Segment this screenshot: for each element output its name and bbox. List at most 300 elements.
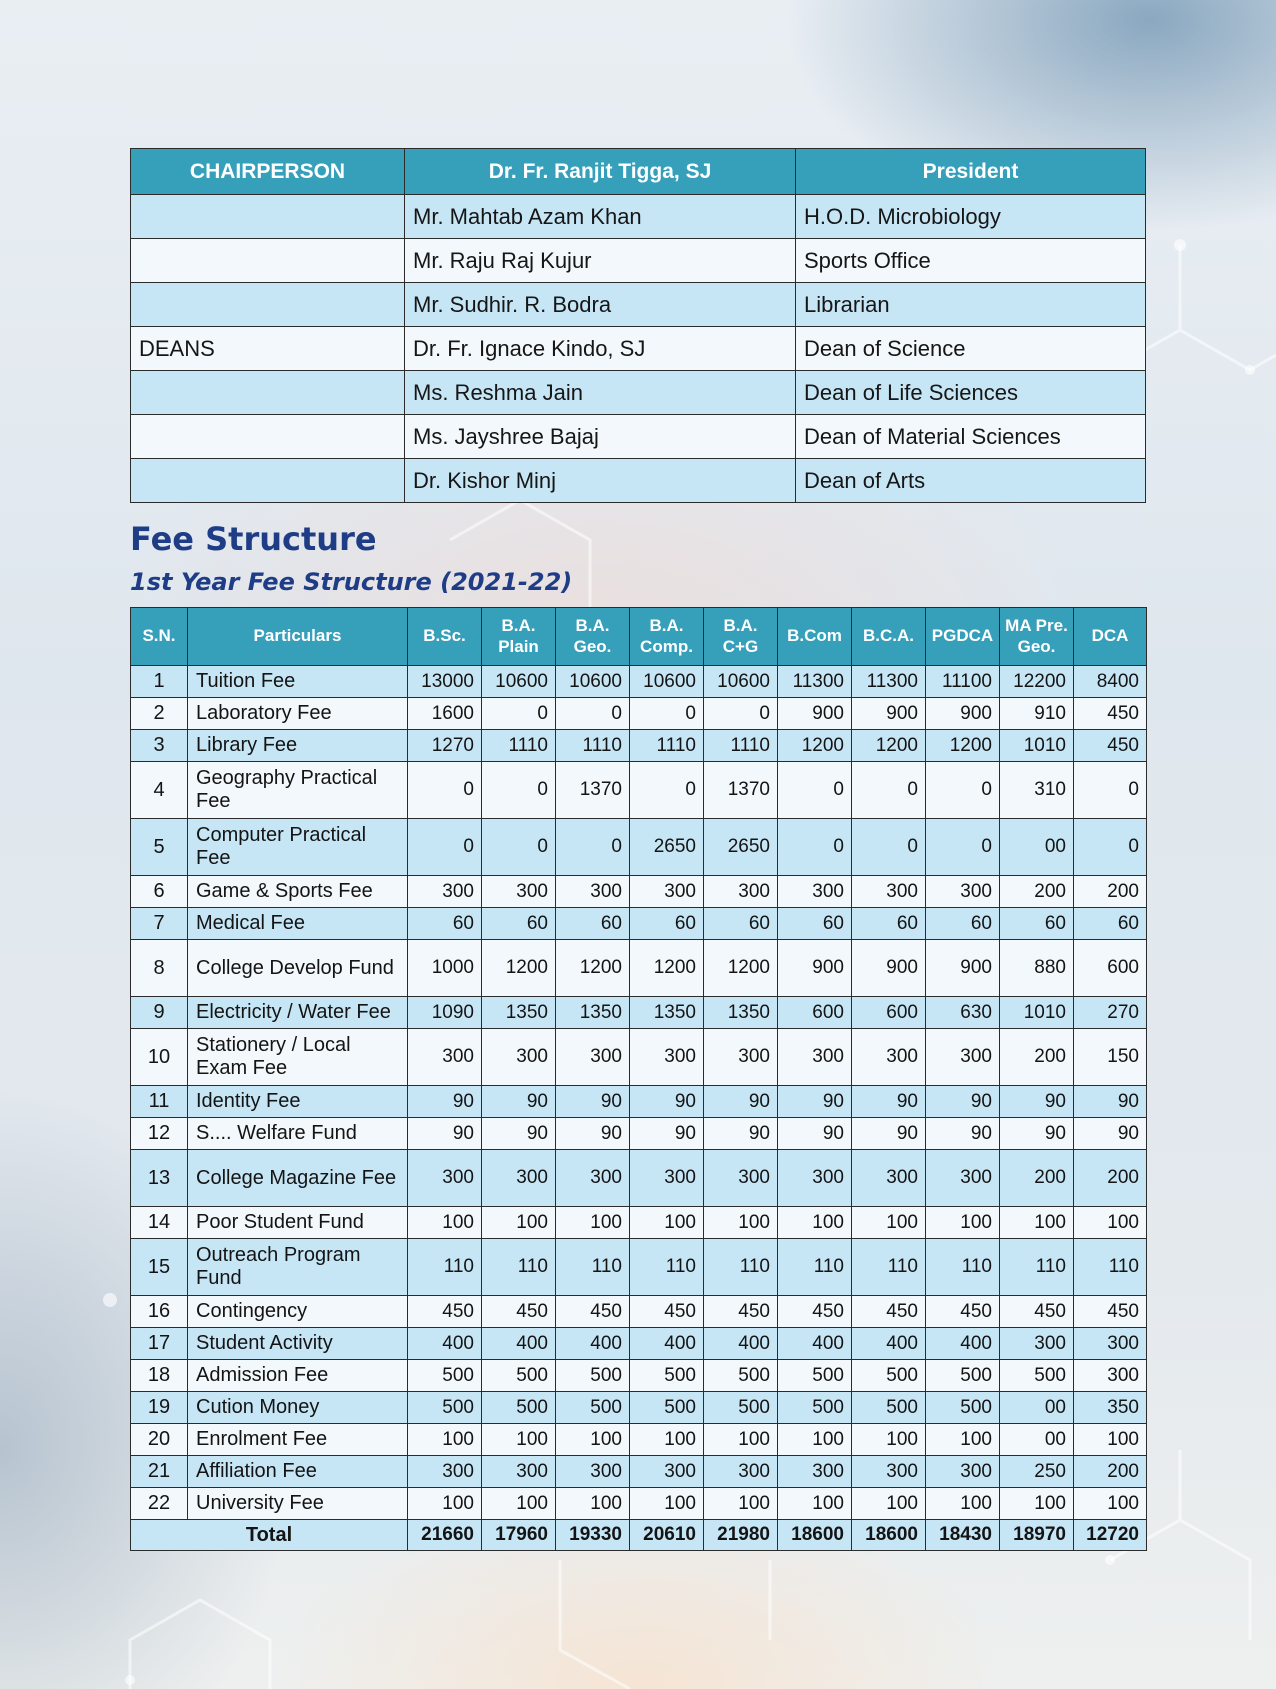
fee-particular-cell: Electricity / Water Fee xyxy=(188,997,408,1029)
fee-amount-cell: 300 xyxy=(630,876,704,908)
fee-amount-cell: 1090 xyxy=(408,997,482,1029)
fee-amount-cell: 300 xyxy=(1074,1328,1147,1360)
committee-role-cell xyxy=(131,371,405,415)
fee-particular-cell: Medical Fee xyxy=(188,908,408,940)
fee-amount-cell: 13000 xyxy=(408,666,482,698)
fee-amount-cell: 90 xyxy=(926,1118,1000,1150)
fee-amount-cell: 300 xyxy=(408,1029,482,1086)
fee-column-header: B.Com xyxy=(778,608,852,666)
fee-amount-cell: 0 xyxy=(630,762,704,819)
fee-header-row xyxy=(131,608,1147,666)
committee-name-cell: Ms. Reshma Jain xyxy=(405,371,796,415)
fee-amount-cell: 11300 xyxy=(852,666,926,698)
committee-name-cell: Ms. Jayshree Bajaj xyxy=(405,415,796,459)
fee-amount-cell: 400 xyxy=(556,1328,630,1360)
fee-amount-cell: 600 xyxy=(852,997,926,1029)
fee-serial-cell: 13 xyxy=(131,1150,188,1207)
fee-amount-cell: 500 xyxy=(926,1360,1000,1392)
fee-particular-cell: Library Fee xyxy=(188,730,408,762)
fee-particular-cell: S.... Welfare Fund xyxy=(188,1118,408,1150)
fee-amount-cell: 1010 xyxy=(1000,730,1074,762)
fee-amount-cell: 500 xyxy=(926,1392,1000,1424)
fee-serial-cell: 10 xyxy=(131,1029,188,1086)
fee-amount-cell: 0 xyxy=(408,819,482,876)
fee-serial-cell: 16 xyxy=(131,1296,188,1328)
fee-particular-cell: College Magazine Fee xyxy=(188,1150,408,1207)
fee-particular-cell: College Develop Fund xyxy=(188,940,408,997)
fee-amount-cell: 60 xyxy=(852,908,926,940)
fee-amount-cell: 00 xyxy=(1000,1392,1074,1424)
fee-amount-cell: 100 xyxy=(408,1488,482,1520)
fee-column-header: Particulars xyxy=(188,608,408,666)
fee-amount-cell: 100 xyxy=(1074,1424,1147,1456)
fee-amount-cell: 11300 xyxy=(778,666,852,698)
fee-amount-cell: 600 xyxy=(778,997,852,1029)
fee-amount-cell: 400 xyxy=(704,1328,778,1360)
fee-total-cell: 18600 xyxy=(778,1520,852,1551)
fee-amount-cell: 1010 xyxy=(1000,997,1074,1029)
fee-row xyxy=(131,1150,1147,1207)
fee-table xyxy=(130,607,1147,1551)
fee-amount-cell: 600 xyxy=(1074,940,1147,997)
fee-amount-cell: 90 xyxy=(1000,1086,1074,1118)
fee-amount-cell: 900 xyxy=(926,940,1000,997)
fee-serial-cell: 1 xyxy=(131,666,188,698)
fee-amount-cell: 200 xyxy=(1074,1456,1147,1488)
fee-amount-cell: 1200 xyxy=(778,730,852,762)
committee-row xyxy=(131,195,1146,239)
fee-amount-cell: 300 xyxy=(408,1456,482,1488)
fee-amount-cell: 0 xyxy=(630,698,704,730)
fee-amount-cell: 90 xyxy=(852,1118,926,1150)
fee-amount-cell: 60 xyxy=(1074,908,1147,940)
fee-amount-cell: 110 xyxy=(778,1239,852,1296)
fee-amount-cell: 90 xyxy=(1074,1118,1147,1150)
fee-amount-cell: 500 xyxy=(778,1360,852,1392)
committee-role-cell xyxy=(131,415,405,459)
fee-amount-cell: 90 xyxy=(630,1086,704,1118)
fee-row xyxy=(131,940,1147,997)
fee-amount-cell: 450 xyxy=(1074,1296,1147,1328)
fee-column-header: B.C.A. xyxy=(852,608,926,666)
fee-serial-cell: 9 xyxy=(131,997,188,1029)
fee-amount-cell: 100 xyxy=(1000,1207,1074,1239)
fee-row xyxy=(131,698,1147,730)
fee-amount-cell: 100 xyxy=(630,1488,704,1520)
fee-column-header: B.A. Geo. xyxy=(556,608,630,666)
fee-amount-cell: 300 xyxy=(556,1150,630,1207)
fee-serial-cell: 3 xyxy=(131,730,188,762)
fee-amount-cell: 100 xyxy=(704,1207,778,1239)
committee-designation-cell: Dean of Arts xyxy=(796,459,1146,503)
fee-amount-cell: 880 xyxy=(1000,940,1074,997)
fee-particular-cell: Laboratory Fee xyxy=(188,698,408,730)
fee-amount-cell: 60 xyxy=(926,908,1000,940)
fee-amount-cell: 1200 xyxy=(630,940,704,997)
fee-column-header: MA Pre. Geo. xyxy=(1000,608,1074,666)
fee-amount-cell: 1270 xyxy=(408,730,482,762)
fee-amount-cell: 100 xyxy=(630,1207,704,1239)
fee-serial-cell: 4 xyxy=(131,762,188,819)
fee-amount-cell: 90 xyxy=(704,1118,778,1150)
fee-total-cell: 19330 xyxy=(556,1520,630,1551)
fee-amount-cell: 450 xyxy=(630,1296,704,1328)
fee-amount-cell: 100 xyxy=(926,1488,1000,1520)
fee-amount-cell: 90 xyxy=(482,1086,556,1118)
fee-amount-cell: 500 xyxy=(704,1360,778,1392)
fee-serial-cell: 21 xyxy=(131,1456,188,1488)
fee-amount-cell: 1110 xyxy=(704,730,778,762)
fee-amount-cell: 500 xyxy=(556,1360,630,1392)
fee-amount-cell: 0 xyxy=(482,819,556,876)
fee-serial-cell: 11 xyxy=(131,1086,188,1118)
committee-header-name: Dr. Fr. Ranjit Tigga, SJ xyxy=(405,149,796,195)
fee-amount-cell: 60 xyxy=(778,908,852,940)
fee-amount-cell: 300 xyxy=(704,1150,778,1207)
fee-amount-cell: 630 xyxy=(926,997,1000,1029)
committee-row xyxy=(131,327,1146,371)
fee-amount-cell: 100 xyxy=(778,1488,852,1520)
fee-amount-cell: 450 xyxy=(704,1296,778,1328)
fee-amount-cell: 110 xyxy=(852,1239,926,1296)
fee-amount-cell: 100 xyxy=(630,1424,704,1456)
fee-amount-cell: 300 xyxy=(926,876,1000,908)
fee-amount-cell: 500 xyxy=(852,1360,926,1392)
fee-particular-cell: Enrolment Fee xyxy=(188,1424,408,1456)
fee-amount-cell: 100 xyxy=(778,1424,852,1456)
fee-amount-cell: 110 xyxy=(408,1239,482,1296)
fee-row xyxy=(131,1296,1147,1328)
fee-amount-cell: 0 xyxy=(852,762,926,819)
fee-amount-cell: 90 xyxy=(408,1118,482,1150)
fee-amount-cell: 350 xyxy=(1074,1392,1147,1424)
fee-amount-cell: 0 xyxy=(1074,819,1147,876)
fee-total-cell: 18430 xyxy=(926,1520,1000,1551)
fee-amount-cell: 450 xyxy=(1074,730,1147,762)
fee-amount-cell: 900 xyxy=(852,698,926,730)
committee-role-cell xyxy=(131,195,405,239)
fee-serial-cell: 6 xyxy=(131,876,188,908)
fee-amount-cell: 100 xyxy=(852,1424,926,1456)
fee-row xyxy=(131,1118,1147,1150)
fee-amount-cell: 310 xyxy=(1000,762,1074,819)
fee-amount-cell: 0 xyxy=(1074,762,1147,819)
fee-amount-cell: 400 xyxy=(408,1328,482,1360)
fee-amount-cell: 12200 xyxy=(1000,666,1074,698)
fee-amount-cell: 100 xyxy=(926,1207,1000,1239)
fee-amount-cell: 110 xyxy=(482,1239,556,1296)
fee-total-row xyxy=(131,1520,1147,1551)
fee-amount-cell: 1110 xyxy=(556,730,630,762)
fee-amount-cell: 300 xyxy=(482,1456,556,1488)
fee-structure-title: Fee Structure xyxy=(130,520,377,558)
fee-amount-cell: 110 xyxy=(704,1239,778,1296)
fee-amount-cell: 0 xyxy=(926,762,1000,819)
committee-designation-cell: H.O.D. Microbiology xyxy=(796,195,1146,239)
fee-particular-cell: Stationery / Local Exam Fee xyxy=(188,1029,408,1086)
fee-column-header: B.Sc. xyxy=(408,608,482,666)
committee-header-row xyxy=(131,149,1146,195)
fee-amount-cell: 90 xyxy=(1074,1086,1147,1118)
fee-amount-cell: 900 xyxy=(778,940,852,997)
fee-amount-cell: 1000 xyxy=(408,940,482,997)
fee-row xyxy=(131,1207,1147,1239)
fee-particular-cell: Affiliation Fee xyxy=(188,1456,408,1488)
fee-amount-cell: 60 xyxy=(408,908,482,940)
fee-amount-cell: 0 xyxy=(852,819,926,876)
fee-amount-cell: 300 xyxy=(482,876,556,908)
fee-particular-cell: Contingency xyxy=(188,1296,408,1328)
fee-amount-cell: 110 xyxy=(926,1239,1000,1296)
fee-amount-cell: 500 xyxy=(630,1392,704,1424)
fee-amount-cell: 200 xyxy=(1000,1150,1074,1207)
fee-row xyxy=(131,1029,1147,1086)
committee-role-cell xyxy=(131,239,405,283)
committee-row xyxy=(131,459,1146,503)
fee-amount-cell: 500 xyxy=(556,1392,630,1424)
fee-amount-cell: 300 xyxy=(556,1029,630,1086)
fee-amount-cell: 110 xyxy=(630,1239,704,1296)
fee-amount-cell: 400 xyxy=(482,1328,556,1360)
fee-column-header: S.N. xyxy=(131,608,188,666)
fee-amount-cell: 500 xyxy=(1000,1360,1074,1392)
fee-total-cell: 17960 xyxy=(482,1520,556,1551)
fee-amount-cell: 450 xyxy=(1074,698,1147,730)
fee-amount-cell: 1370 xyxy=(556,762,630,819)
fee-amount-cell: 00 xyxy=(1000,819,1074,876)
fee-amount-cell: 2650 xyxy=(704,819,778,876)
committee-name-cell: Dr. Fr. Ignace Kindo, SJ xyxy=(405,327,796,371)
fee-amount-cell: 100 xyxy=(926,1424,1000,1456)
fee-total-cell: 18600 xyxy=(852,1520,926,1551)
fee-amount-cell: 300 xyxy=(852,1150,926,1207)
committee-designation-cell: Sports Office xyxy=(796,239,1146,283)
fee-amount-cell: 450 xyxy=(778,1296,852,1328)
fee-amount-cell: 0 xyxy=(556,698,630,730)
fee-amount-cell: 100 xyxy=(408,1207,482,1239)
committee-designation-cell: Librarian xyxy=(796,283,1146,327)
fee-amount-cell: 110 xyxy=(1074,1239,1147,1296)
fee-amount-cell: 300 xyxy=(926,1029,1000,1086)
fee-serial-cell: 12 xyxy=(131,1118,188,1150)
committee-role-cell xyxy=(131,283,405,327)
fee-amount-cell: 500 xyxy=(482,1360,556,1392)
fee-serial-cell: 8 xyxy=(131,940,188,997)
fee-amount-cell: 300 xyxy=(852,876,926,908)
fee-amount-cell: 2650 xyxy=(630,819,704,876)
fee-column-header: B.A. Plain xyxy=(482,608,556,666)
fee-row xyxy=(131,1488,1147,1520)
fee-amount-cell: 60 xyxy=(556,908,630,940)
fee-total-cell: 20610 xyxy=(630,1520,704,1551)
fee-amount-cell: 0 xyxy=(704,698,778,730)
fee-amount-cell: 10600 xyxy=(556,666,630,698)
fee-amount-cell: 400 xyxy=(852,1328,926,1360)
fee-row xyxy=(131,819,1147,876)
fee-particular-cell: Poor Student Fund xyxy=(188,1207,408,1239)
fee-amount-cell: 300 xyxy=(778,1029,852,1086)
fee-amount-cell: 60 xyxy=(482,908,556,940)
fee-amount-cell: 300 xyxy=(778,876,852,908)
fee-amount-cell: 90 xyxy=(630,1118,704,1150)
fee-amount-cell: 100 xyxy=(1074,1488,1147,1520)
fee-total-label: Total xyxy=(131,1520,408,1551)
fee-amount-cell: 400 xyxy=(926,1328,1000,1360)
fee-row xyxy=(131,666,1147,698)
fee-amount-cell: 300 xyxy=(408,876,482,908)
fee-amount-cell: 200 xyxy=(1074,1150,1147,1207)
fee-amount-cell: 100 xyxy=(556,1424,630,1456)
fee-particular-cell: Outreach Program Fund xyxy=(188,1239,408,1296)
fee-amount-cell: 90 xyxy=(852,1086,926,1118)
fee-row xyxy=(131,1392,1147,1424)
fee-total-cell: 21980 xyxy=(704,1520,778,1551)
fee-amount-cell: 300 xyxy=(778,1150,852,1207)
fee-amount-cell: 1200 xyxy=(482,940,556,997)
fee-serial-cell: 2 xyxy=(131,698,188,730)
committee-designation-cell: Dean of Science xyxy=(796,327,1146,371)
fee-serial-cell: 17 xyxy=(131,1328,188,1360)
fee-amount-cell: 300 xyxy=(408,1150,482,1207)
fee-serial-cell: 7 xyxy=(131,908,188,940)
fee-column-header: PGDCA xyxy=(926,608,1000,666)
fee-amount-cell: 450 xyxy=(926,1296,1000,1328)
fee-amount-cell: 100 xyxy=(556,1488,630,1520)
fee-amount-cell: 300 xyxy=(482,1029,556,1086)
fee-amount-cell: 100 xyxy=(1074,1207,1147,1239)
fee-serial-cell: 20 xyxy=(131,1424,188,1456)
fee-column-header: B.A. C+G xyxy=(704,608,778,666)
fee-amount-cell: 1370 xyxy=(704,762,778,819)
fee-amount-cell: 300 xyxy=(482,1150,556,1207)
fee-amount-cell: 1200 xyxy=(852,730,926,762)
fee-amount-cell: 100 xyxy=(408,1424,482,1456)
fee-amount-cell: 300 xyxy=(926,1456,1000,1488)
fee-amount-cell: 300 xyxy=(630,1029,704,1086)
fee-column-header: DCA xyxy=(1074,608,1147,666)
fee-amount-cell: 200 xyxy=(1074,876,1147,908)
fee-amount-cell: 400 xyxy=(630,1328,704,1360)
fee-row xyxy=(131,762,1147,819)
committee-designation-cell: Dean of Life Sciences xyxy=(796,371,1146,415)
fee-amount-cell: 100 xyxy=(556,1207,630,1239)
committee-row xyxy=(131,371,1146,415)
fee-amount-cell: 400 xyxy=(778,1328,852,1360)
fee-amount-cell: 100 xyxy=(482,1207,556,1239)
fee-amount-cell: 90 xyxy=(556,1086,630,1118)
committee-role-cell: DEANS xyxy=(131,327,405,371)
fee-amount-cell: 100 xyxy=(852,1207,926,1239)
fee-amount-cell: 100 xyxy=(852,1488,926,1520)
fee-amount-cell: 900 xyxy=(778,698,852,730)
fee-amount-cell: 150 xyxy=(1074,1029,1147,1086)
fee-total-cell: 21660 xyxy=(408,1520,482,1551)
committee-row xyxy=(131,283,1146,327)
fee-row xyxy=(131,730,1147,762)
fee-amount-cell: 1350 xyxy=(482,997,556,1029)
committee-role-cell xyxy=(131,459,405,503)
fee-amount-cell: 60 xyxy=(630,908,704,940)
fee-amount-cell: 270 xyxy=(1074,997,1147,1029)
fee-amount-cell: 910 xyxy=(1000,698,1074,730)
fee-amount-cell: 300 xyxy=(1074,1360,1147,1392)
committee-row xyxy=(131,415,1146,459)
fee-amount-cell: 90 xyxy=(778,1086,852,1118)
fee-amount-cell: 1200 xyxy=(704,940,778,997)
fee-row xyxy=(131,908,1147,940)
committee-row xyxy=(131,239,1146,283)
fee-row xyxy=(131,1360,1147,1392)
fee-amount-cell: 90 xyxy=(1000,1118,1074,1150)
fee-row xyxy=(131,1086,1147,1118)
fee-particular-cell: University Fee xyxy=(188,1488,408,1520)
committee-header-role: CHAIRPERSON xyxy=(131,149,405,195)
fee-particular-cell: Identity Fee xyxy=(188,1086,408,1118)
fee-total-cell: 12720 xyxy=(1074,1520,1147,1551)
fee-amount-cell: 500 xyxy=(408,1360,482,1392)
fee-serial-cell: 5 xyxy=(131,819,188,876)
fee-amount-cell: 90 xyxy=(408,1086,482,1118)
fee-amount-cell: 10600 xyxy=(630,666,704,698)
fee-serial-cell: 22 xyxy=(131,1488,188,1520)
fee-amount-cell: 0 xyxy=(778,762,852,819)
fee-amount-cell: 110 xyxy=(556,1239,630,1296)
fee-amount-cell: 500 xyxy=(482,1392,556,1424)
fee-amount-cell: 500 xyxy=(778,1392,852,1424)
fee-serial-cell: 14 xyxy=(131,1207,188,1239)
fee-amount-cell: 0 xyxy=(408,762,482,819)
fee-row xyxy=(131,876,1147,908)
fee-particular-cell: Tuition Fee xyxy=(188,666,408,698)
fee-amount-cell: 0 xyxy=(926,819,1000,876)
fee-amount-cell: 1350 xyxy=(556,997,630,1029)
fee-row xyxy=(131,1328,1147,1360)
fee-amount-cell: 90 xyxy=(482,1118,556,1150)
fee-amount-cell: 300 xyxy=(852,1456,926,1488)
fee-amount-cell: 0 xyxy=(556,819,630,876)
fee-row xyxy=(131,1424,1147,1456)
fee-amount-cell: 100 xyxy=(1000,1488,1074,1520)
fee-amount-cell: 250 xyxy=(1000,1456,1074,1488)
fee-amount-cell: 1200 xyxy=(926,730,1000,762)
fee-amount-cell: 100 xyxy=(482,1424,556,1456)
fee-particular-cell: Computer Practical Fee xyxy=(188,819,408,876)
fee-amount-cell: 90 xyxy=(926,1086,1000,1118)
fee-amount-cell: 450 xyxy=(556,1296,630,1328)
fee-particular-cell: Cution Money xyxy=(188,1392,408,1424)
fee-amount-cell: 90 xyxy=(556,1118,630,1150)
fee-structure-subtitle: 1st Year Fee Structure (2021-22) xyxy=(130,568,573,596)
fee-particular-cell: Admission Fee xyxy=(188,1360,408,1392)
fee-amount-cell: 300 xyxy=(630,1150,704,1207)
fee-amount-cell: 1600 xyxy=(408,698,482,730)
fee-amount-cell: 0 xyxy=(482,698,556,730)
fee-particular-cell: Game & Sports Fee xyxy=(188,876,408,908)
fee-amount-cell: 300 xyxy=(926,1150,1000,1207)
fee-amount-cell: 300 xyxy=(704,1029,778,1086)
fee-amount-cell: 1350 xyxy=(630,997,704,1029)
fee-amount-cell: 10600 xyxy=(704,666,778,698)
fee-amount-cell: 8400 xyxy=(1074,666,1147,698)
fee-amount-cell: 300 xyxy=(704,876,778,908)
fee-amount-cell: 100 xyxy=(778,1207,852,1239)
fee-amount-cell: 100 xyxy=(704,1488,778,1520)
fee-row xyxy=(131,1239,1147,1296)
fee-serial-cell: 18 xyxy=(131,1360,188,1392)
fee-amount-cell: 300 xyxy=(630,1456,704,1488)
fee-amount-cell: 0 xyxy=(778,819,852,876)
fee-amount-cell: 90 xyxy=(778,1118,852,1150)
